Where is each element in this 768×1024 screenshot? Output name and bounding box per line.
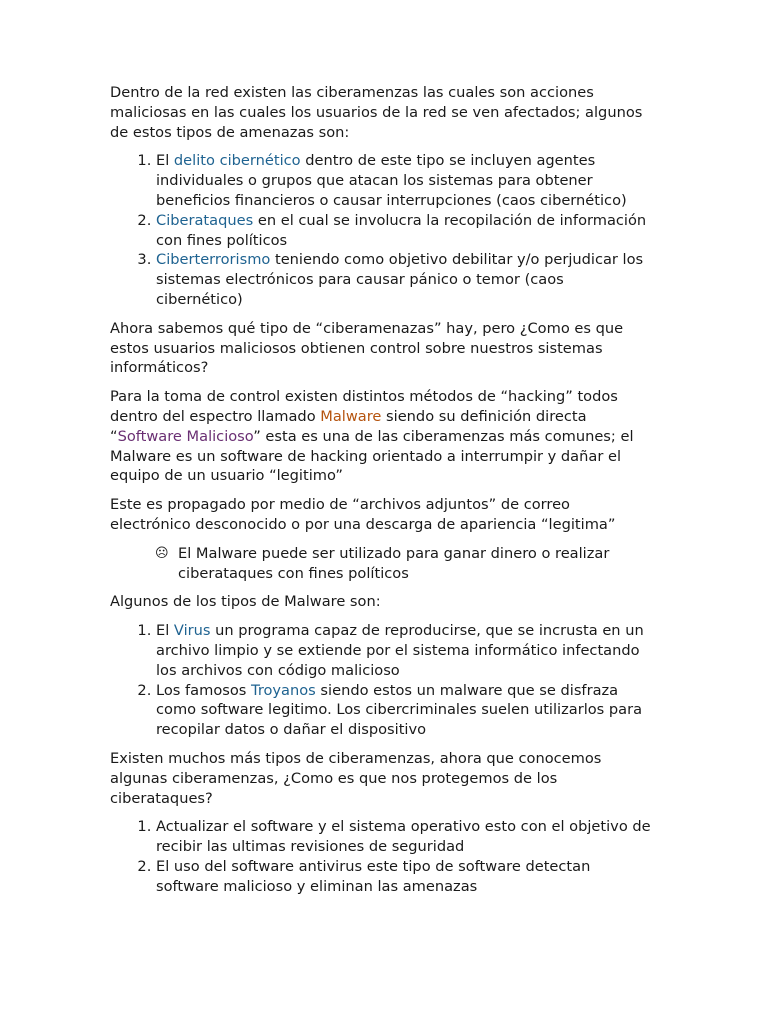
list-item	[155, 544, 655, 584]
malware-term[interactable]: Malware	[320, 407, 382, 425]
highlight-term[interactable]: delito cibernético	[173, 152, 301, 170]
item-text: en el cual se involucra la recopilación de información con fines políticos	[156, 211, 647, 249]
item-text: siendo estos un malware que se disfraza como software legitimo. Los cibercriminales suelen utilizarlos para recopilar datos o dañar el dispositivo	[156, 681, 643, 739]
list-item	[156, 681, 655, 740]
document-body	[110, 83, 655, 905]
malware-types-heading: Algunos de los tipos de Malware son:	[110, 593, 381, 611]
question-paragraph: Ahora sabemos qué tipo de “ciberamenazas” hay, pero ¿Como es que estos usuarios maliciosos obtienen control sobre nuestros sistemas informáticos?	[110, 319, 624, 377]
propagation-paragraph: Este es propagado por medio de “archivos adjuntos” de correo electrónico desconocido o por una descarga de apariencia “legitima”	[110, 496, 616, 533]
highlight-term[interactable]: Ciberterrorismo	[156, 251, 271, 269]
malware-text-part3: ” esta es una de las ciberamenzas más comunes; el Malware es un software de hacking orientado a interrumpir y dañar el equipo de un usuario “legitimo”	[110, 427, 634, 485]
malware-text-part2: siendo su definición directa “	[110, 407, 587, 445]
item-prefix: Los famosos	[156, 681, 252, 699]
highlight-term[interactable]: Troyanos	[251, 681, 316, 699]
list-item	[156, 151, 655, 210]
question-paragraph: Existen muchos más tipos de ciberamenzas, ahora que conocemos algunas ciberamenzas, ¿Como es que nos protegemos de los ciberataques?	[110, 749, 602, 807]
item-prefix: El	[156, 152, 174, 170]
software-malicioso-term[interactable]: Software Malicioso	[117, 427, 254, 445]
intro-paragraph: Dentro de la red existen las ciberamenzas las cuales son acciones maliciosas en las cuales los usuarios de la red se ven afectados; algunos de estos tipos de amenazas son:	[110, 84, 643, 141]
list-item	[156, 621, 655, 680]
malware-types-list	[110, 621, 655, 740]
list-item	[156, 250, 655, 309]
bullet-text: El Malware puede ser utilizado para ganar dinero o realizar ciberataques con fines políticos	[178, 544, 610, 582]
list-item	[156, 211, 655, 251]
protections-list	[110, 817, 655, 896]
item-text: dentro de este tipo se incluyen agentes individuales o grupos que atacan los sistemas para obtener beneficios financieros o causar interrupciones (caos cibernético)	[156, 152, 627, 209]
list-item: 2. El uso del software antivirus este tipo de software detectan software malicioso y eliminan las amenazas	[156, 857, 655, 897]
sad-face-icon: ☹	[155, 545, 169, 561]
threats-list	[110, 151, 655, 309]
malware-paragraph	[110, 387, 655, 486]
bullet-list	[110, 544, 655, 584]
item-prefix: El	[156, 622, 174, 640]
item-text: teniendo como objetivo debilitar y/o perjudicar los sistemas electrónicos para causar pánico o temor (caos cibernético)	[156, 251, 644, 308]
highlight-term[interactable]: Ciberataques	[156, 211, 254, 229]
list-item: 1. Actualizar el software y el sistema operativo esto con el objetivo de recibir las ultimas revisiones de seguridad	[156, 817, 655, 857]
item-text: un programa capaz de reproducirse, que se incrusta en un archivo limpio y se extiende por el sistema informático infectando los archivos con código malicioso	[156, 622, 644, 679]
highlight-term[interactable]: Virus	[173, 622, 211, 640]
malware-text-part1: Para la toma de control existen distintos métodos de “hacking” todos dentro del espectro llamado	[110, 388, 618, 425]
